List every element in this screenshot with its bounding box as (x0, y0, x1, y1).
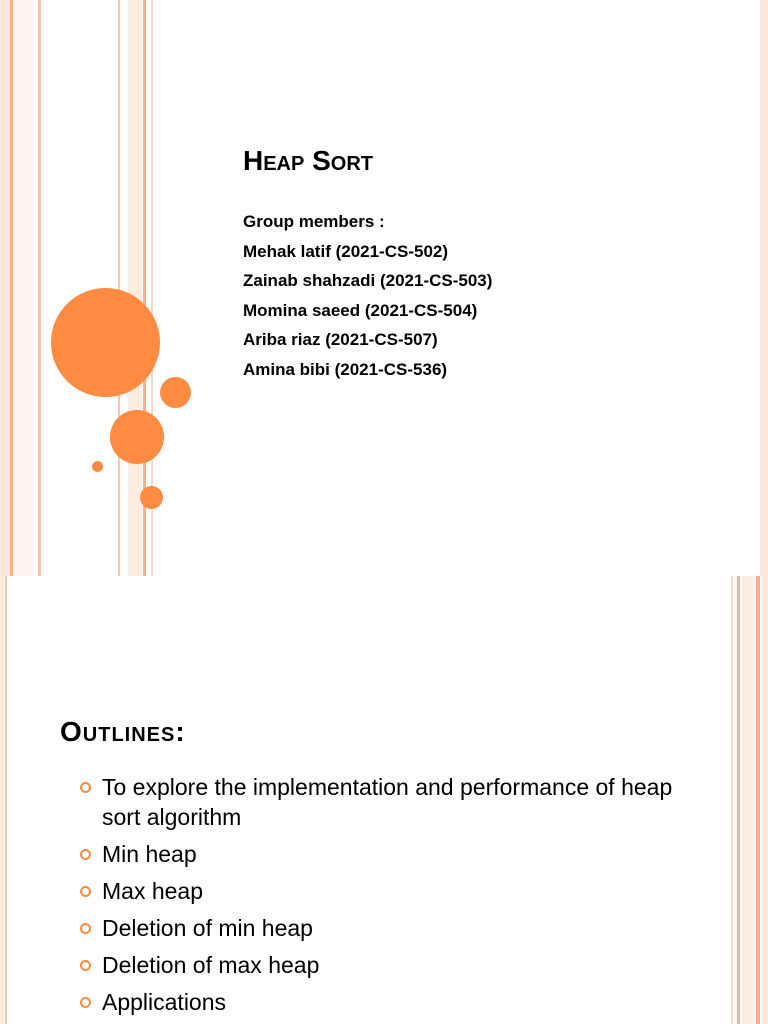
list-item (72, 913, 682, 943)
decor-circle-small (160, 377, 191, 408)
outline-slide (0, 576, 768, 1024)
list-item (72, 950, 682, 980)
list-item (72, 772, 682, 832)
decor-stripe (760, 0, 768, 576)
decor-stripe (762, 576, 768, 1024)
list-item-text: To explore the implementation and performance of heap sort algorithm (102, 774, 673, 830)
member-item: Momina saeed (2021-CS-504) (243, 300, 478, 320)
decor-stripe (731, 576, 733, 1024)
decor-circle-small (140, 486, 163, 509)
decor-stripe (0, 0, 10, 576)
group-members (243, 210, 492, 388)
slide-title: Heap Sort (243, 145, 374, 176)
slide-title: Outlines: (60, 716, 186, 747)
decor-stripe (5, 576, 7, 1024)
list-item (72, 876, 682, 906)
member-item: Zainab shahzadi (2021-CS-503) (243, 271, 493, 291)
circle-bullet-icon (80, 886, 91, 897)
circle-bullet-icon (80, 923, 91, 934)
outline-list (72, 772, 682, 1024)
member-item: Amina bibi (2021-CS-536) (243, 359, 448, 379)
decor-circle-large (51, 288, 160, 397)
decor-stripe (13, 0, 33, 576)
circle-bullet-icon (80, 849, 91, 860)
decor-stripe (118, 0, 120, 576)
decor-stripe (742, 576, 754, 1024)
member-item: Mehak latif (2021-CS-502) (243, 241, 449, 261)
list-item (72, 839, 682, 869)
list-item-text: Max heap (102, 878, 204, 904)
decor-stripe (0, 576, 4, 1024)
circle-bullet-icon (80, 997, 91, 1008)
members-heading: Group members : (243, 212, 385, 231)
decor-circle-dot (92, 461, 103, 472)
decor-stripe (128, 0, 142, 576)
member-item: Ariba riaz (2021-CS-507) (243, 330, 438, 350)
list-item (72, 987, 682, 1017)
decor-stripe (737, 576, 740, 1024)
decor-circle-medium (110, 410, 164, 464)
circle-bullet-icon (80, 782, 91, 793)
circle-bullet-icon (80, 960, 91, 971)
list-item-text: Deletion of max heap (102, 952, 320, 978)
list-item-text: Min heap (102, 841, 197, 867)
list-item-text: Applications (102, 989, 227, 1015)
decor-stripe (756, 576, 760, 1024)
decor-stripe (38, 0, 41, 576)
list-item-text: Deletion of min heap (102, 915, 313, 941)
